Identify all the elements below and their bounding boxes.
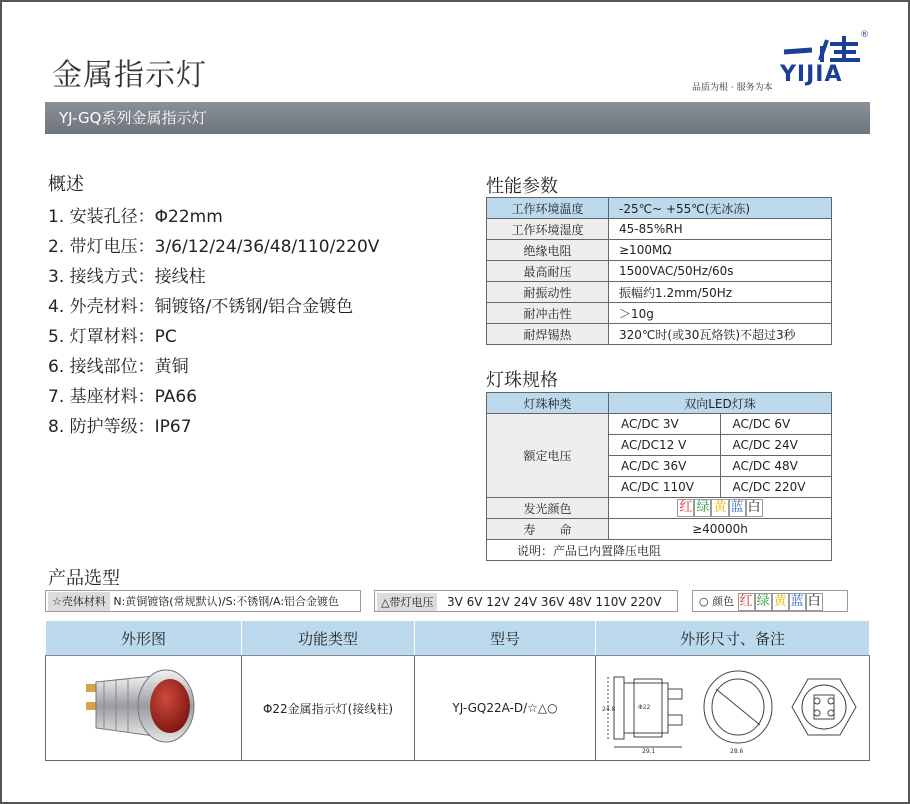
table-row [487,219,832,240]
led-type-label: 灯珠种类 [487,393,609,414]
col-header-function: 功能类型 [242,621,415,656]
perf-key: 工作环境温度 [487,198,609,219]
color-chip-red: 红 [679,500,693,515]
table-row [487,414,832,435]
table-header-row [46,621,870,656]
table-row [487,303,832,324]
color-chip-yellow: 黄 [713,500,727,515]
led-spec-table [486,392,832,561]
voltage-cell: AC/DC 36V [609,456,721,477]
registered-mark: ® [860,30,869,40]
life-label: 寿 命 [487,519,609,540]
perf-value: 1500VAC/50Hz/60s [609,261,832,282]
overview-item: 1. 安装孔径：Φ22mm [48,207,223,227]
voltage-cell: AC/DC 24V [720,435,832,456]
product-image-cell [46,656,242,761]
dim-length: 29.1 [641,748,655,754]
led-title: 灯珠规格 [486,370,558,391]
overview-item: 5. 灯罩材料：PC [48,327,177,347]
col-header-dimensions: 外形尺寸、备注 [596,621,870,656]
color-chip-blue: 蓝 [730,500,744,515]
table-row [487,540,832,561]
voltage-cell: AC/DC 220V [720,477,832,498]
col-header-model: 型号 [415,621,596,656]
perf-key: 绝缘电阻 [487,240,609,261]
life-value: ≥40000h [609,519,832,540]
product-table [45,620,870,761]
color-chip-white: 白 [747,500,761,515]
shell-material-value: N:黄铜镀铬(常规默认)/S:不锈钢/A:铝合金镀色 [113,595,340,608]
perf-value: 320℃时(或30瓦烙铁)不超过3秒 [609,324,832,345]
performance-title: 性能参数 [486,176,558,197]
function-cell: Φ22金属指示灯(接线柱) [242,656,415,761]
brand-name: YIJIA [780,62,843,87]
dim-width: 28.6 [729,748,743,754]
voltage-cell: AC/DC 3V [609,414,721,435]
voltage-cell: AC/DC12 V [609,435,721,456]
voltage-box [374,590,678,612]
table-row [487,261,832,282]
voltage-cell: AC/DC 6V [720,414,832,435]
color-box [692,590,848,612]
color-chip-green: 绿 [756,594,770,609]
color-chip-white: 白 [807,594,821,609]
col-header-image: 外形图 [46,621,242,656]
perf-key: 耐振动性 [487,282,609,303]
color-chips [609,498,832,519]
overview-title: 概述 [48,174,84,195]
voltage-options: 3V 6V 12V 24V 36V 48V 110V 220V [446,595,662,609]
color-chip-blue: 蓝 [790,594,804,609]
overview-item: 3. 接线方式：接线柱 [48,267,206,287]
shell-material-key: ☆壳体材料 [48,592,110,612]
perf-value: 振幅约1.2mm/50Hz [609,282,832,303]
overview-item: 6. 接线部位：黄铜 [48,357,189,377]
brand-slogan: 品质为根 · 服务为本 [692,83,773,93]
table-row [487,519,832,540]
color-key: ○ 颜色 [699,595,735,608]
selection-title: 产品选型 [48,568,120,589]
indicator-lamp-image [74,662,214,752]
overview-item: 4. 外壳材料：铜镀铬/不锈钢/铝合金镀色 [48,297,354,317]
perf-value: ＞10g [609,303,832,324]
dim-height: 24.8 [601,706,615,713]
overview-item: 8. 防护等级：IP67 [48,417,192,437]
color-chip-yellow: 黄 [773,594,787,609]
table-row [487,393,832,414]
perf-value: ≥100MΩ [609,240,832,261]
overview-item: 7. 基座材料：PA66 [48,387,198,407]
shell-material-box [45,590,361,612]
model-cell: YJ-GQ22A-D/☆△○ [415,656,596,761]
dim-dia: Φ22 [637,704,650,711]
table-row [46,656,870,761]
voltage-cell: AC/DC 48V [720,456,832,477]
table-row [487,198,832,219]
table-row [487,240,832,261]
perf-key: 最高耐压 [487,261,609,282]
performance-table [486,197,832,345]
voltage-cell: AC/DC 110V [609,477,721,498]
color-chip-red: 红 [739,594,753,609]
perf-value: 45-85%RH [609,219,832,240]
color-label: 发光颜色 [487,498,609,519]
perf-key: 耐焊锡热 [487,324,609,345]
led-note: 说明：产品已内置降压电阻 [487,540,832,561]
overview-item: 2. 带灯电压：3/6/12/24/36/48/110/220V [48,237,380,257]
table-row [487,282,832,303]
color-chip-green: 绿 [696,500,710,515]
perf-value: -25℃~ +55℃(无冰冻) [609,198,832,219]
voltage-key: △带灯电压 [377,593,437,612]
series-banner: YJ-GQ系列金属指示灯 [45,102,870,134]
overview-list [48,202,468,442]
table-row [487,324,832,345]
led-type-value: 双向LED灯珠 [609,393,832,414]
perf-key: 耐冲击性 [487,303,609,324]
drawing-cell [596,656,870,761]
dimension-drawing [598,659,868,754]
page-title: 金属指示灯 [52,58,207,93]
perf-key: 工作环境湿度 [487,219,609,240]
voltage-label: 额定电压 [487,414,609,498]
table-row [487,498,832,519]
